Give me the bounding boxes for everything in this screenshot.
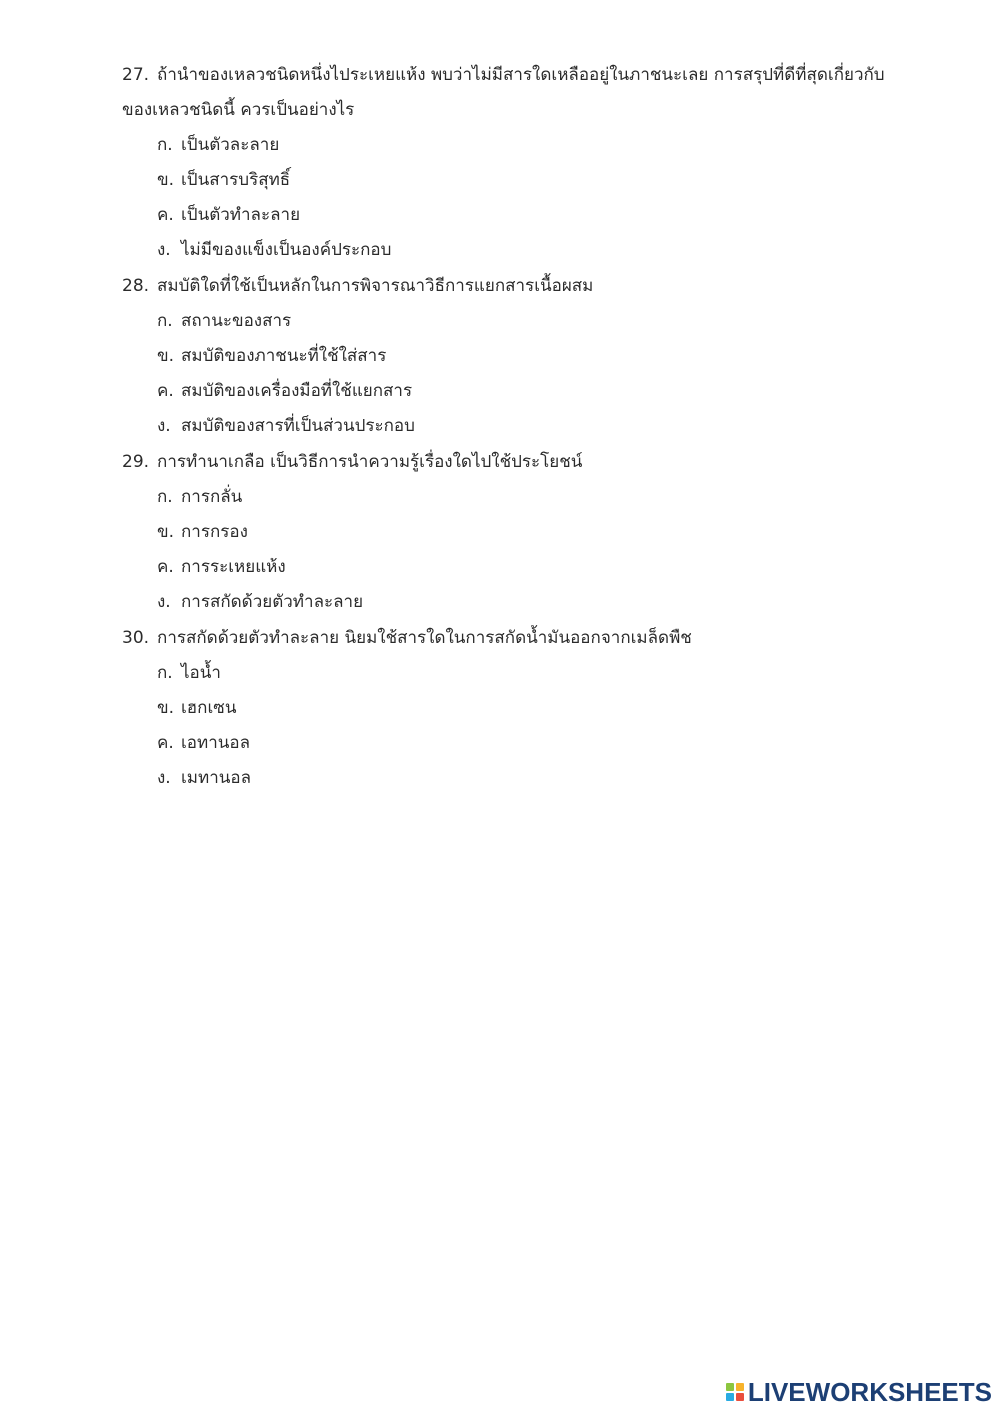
question-30-option-d[interactable] (157, 766, 251, 790)
question-30-option-a[interactable] (157, 661, 221, 685)
logo-block-yellow (736, 1383, 744, 1391)
question-27-text (122, 63, 885, 87)
question-text: การสกัดด้วยตัวทำละลาย นิยมใช้สารใดในการสกัดน้ำมันออกจากเมล็ดพืช (157, 628, 692, 648)
liveworksheets-logo (726, 1377, 992, 1407)
question-30-option-b[interactable] (157, 696, 236, 720)
option-letter: ก. (157, 487, 173, 507)
question-27-option-d[interactable] (157, 238, 391, 262)
question-29-option-b[interactable] (157, 520, 248, 544)
option-letter: ข. (157, 170, 175, 190)
option-letter: ข. (157, 698, 175, 718)
option-text: การสกัดด้วยตัวทำละลาย (181, 592, 364, 612)
question-number: 27. (122, 65, 150, 85)
option-text: สมบัติของภาชนะที่ใช้ใส่สาร (181, 346, 387, 366)
question-30-option-c[interactable] (157, 731, 250, 755)
question-29-option-a[interactable] (157, 485, 242, 509)
option-text: เป็นตัวละลาย (181, 135, 280, 155)
option-letter: ง. (157, 768, 171, 788)
option-letter: ก. (157, 311, 173, 331)
option-letter: ข. (157, 346, 175, 366)
question-28-option-a[interactable] (157, 309, 291, 333)
logo-blocks-icon (726, 1383, 744, 1401)
option-letter: ค. (157, 733, 174, 753)
option-text: เฮกเซน (181, 698, 237, 718)
option-text: สถานะของสาร (181, 311, 292, 331)
question-27-option-a[interactable] (157, 133, 279, 157)
option-letter: ค. (157, 557, 174, 577)
question-27-option-c[interactable] (157, 203, 300, 227)
logo-text: LIVEWORKSHEETS (747, 1377, 992, 1407)
question-number: 30. (122, 628, 150, 648)
question-28-text (122, 274, 593, 298)
question-29-option-d[interactable] (157, 590, 363, 614)
option-text: สมบัติของเครื่องมือที่ใช้แยกสาร (181, 381, 413, 401)
question-28-option-d[interactable] (157, 414, 415, 438)
option-text: เอทานอล (181, 733, 251, 753)
option-letter: ง. (157, 592, 171, 612)
option-text: สมบัติของสารที่เป็นส่วนประกอบ (181, 416, 415, 436)
option-letter: ก. (157, 663, 173, 683)
question-text: สมบัติใดที่ใช้เป็นหลักในการพิจารณาวิธีการแยกสารเนื้อผสม (157, 276, 594, 296)
option-letter: ก. (157, 135, 173, 155)
logo-block-blue (726, 1393, 734, 1401)
option-letter: ข. (157, 522, 175, 542)
option-text: การกลั่น (181, 487, 243, 507)
question-number: 28. (122, 276, 150, 296)
option-text: เป็นสารบริสุทธิ์ (181, 170, 291, 190)
option-text: การระเหยแห้ง (181, 557, 286, 577)
option-text: เมทานอล (181, 768, 252, 788)
option-text: การกรอง (181, 522, 248, 542)
question-28-option-b[interactable] (157, 344, 386, 368)
question-text: ของเหลวชนิดนี้ ควรเป็นอย่างไร (122, 100, 355, 120)
question-27-option-b[interactable] (157, 168, 290, 192)
question-27-text-continued (122, 98, 354, 122)
question-text: การทำนาเกลือ เป็นวิธีการนำความรู้เรื่องใดไปใช้ประโยชน์ (157, 452, 583, 472)
option-letter: ง. (157, 416, 171, 436)
question-28-option-c[interactable] (157, 379, 412, 403)
option-letter: ค. (157, 381, 174, 401)
option-text: เป็นตัวทำละลาย (181, 205, 301, 225)
question-number: 29. (122, 452, 150, 472)
option-letter: ค. (157, 205, 174, 225)
option-letter: ง. (157, 240, 171, 260)
question-29-option-c[interactable] (157, 555, 286, 579)
logo-block-green (726, 1383, 734, 1391)
option-text: ไอน้ำ (181, 663, 221, 683)
question-29-text (122, 450, 582, 474)
option-text: ไม่มีของแข็งเป็นองค์ประกอบ (181, 240, 392, 260)
question-30-text (122, 626, 692, 650)
question-text: ถ้านำของเหลวชนิดหนึ่งไประเหยแห้ง พบว่าไม่มีสารใดเหลืออยู่ในภาชนะเลย การสรุปที่ดีที่สุดเกี่ยวกับ (157, 65, 885, 85)
logo-block-red (736, 1393, 744, 1401)
